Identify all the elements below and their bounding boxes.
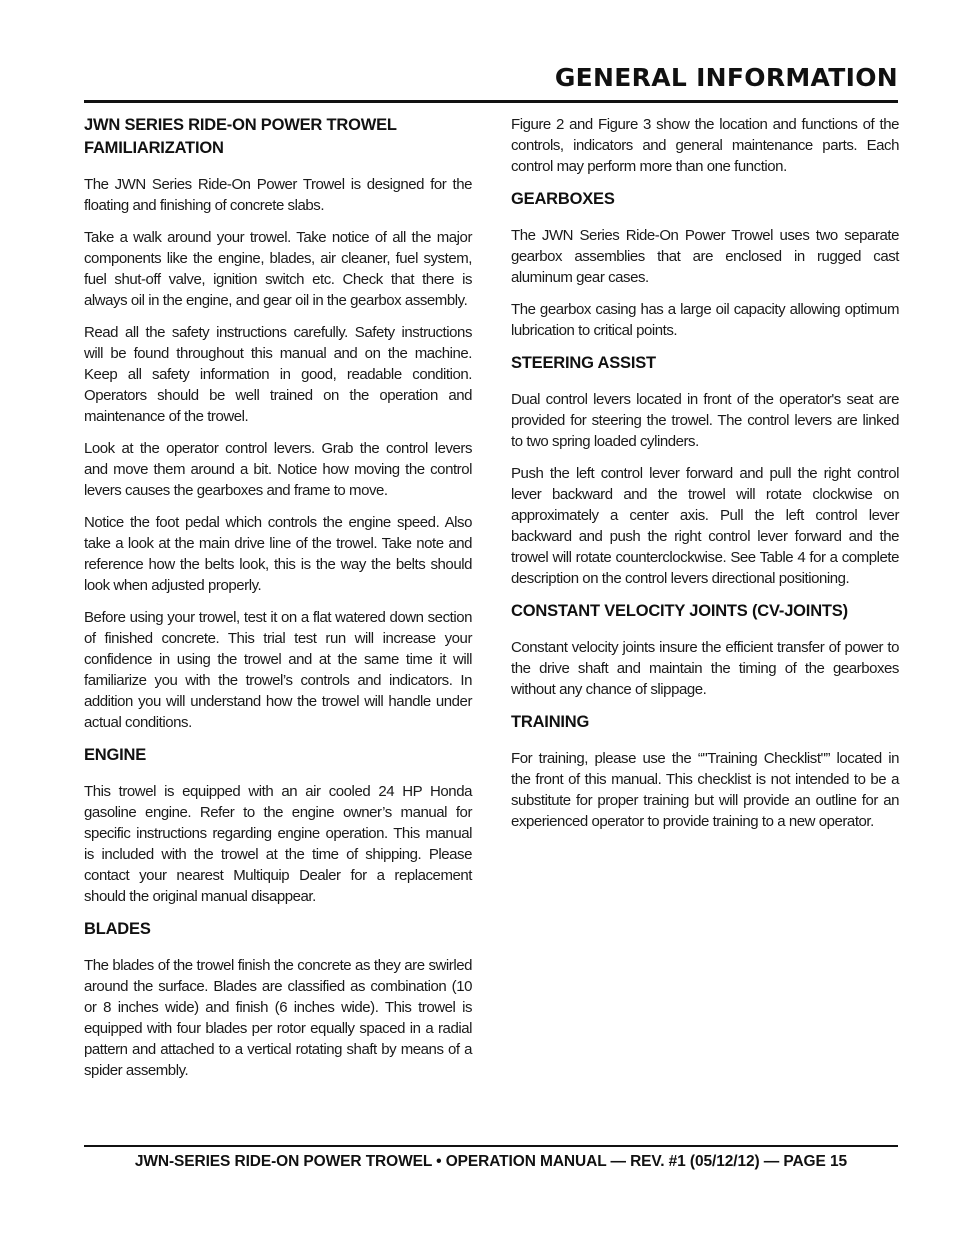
paragraph: For training, please use the “"Training Checklist"” located in the front of this manual. This checklist is not intended to be a substitute for proper training but will provide an outline for an experienced operator to provide training to a new operator. [511, 750, 899, 830]
section-heading: TRAINING [511, 713, 590, 731]
paragraph: Take a walk around your trowel. Take notice of all the major components like the engine, blades, air cleaner, fuel system, fuel shut-off valve, ignition switch etc. Check that there is always oil in the engine, and gear oil in the gearbox assembly. [84, 229, 472, 309]
section-familiarization [84, 114, 472, 733]
section-training [511, 711, 899, 832]
left-column [84, 114, 472, 1092]
section-blades [84, 918, 472, 1081]
section-heading: BLADES [84, 920, 151, 938]
paragraph: The gearbox casing has a large oil capacity allowing optimum lubrication to critical points. [511, 301, 899, 339]
paragraph: Constant velocity joints insure the efficient transfer of power to the drive shaft and maintain the timing of the gearboxes without any chance of slippage. [511, 639, 899, 698]
section-gearboxes [511, 188, 899, 341]
paragraph: The JWN Series Ride-On Power Trowel uses two separate gearbox assemblies that are enclosed in rugged cast aluminum gear cases. [511, 227, 899, 286]
paragraph: Push the left control lever forward and pull the right control lever backward and the trowel will rotate clockwise on approximately a center axis. Pull the left control lever backward and push the right control lever forward and the trowel will rotate counterclockwise. See Table 4 for a complete description on the control levers directional positioning. [511, 465, 899, 587]
page-title: GENERAL INFORMATION [554, 63, 898, 92]
right-column [511, 114, 899, 843]
section-heading: JWN SERIES RIDE-ON POWER TROWEL FAMILIARIZATION [84, 116, 397, 157]
intro-paragraph: Figure 2 and Figure 3 show the location and functions of the controls, indicators and general maintenance parts. Each control may perform more than one function. [511, 116, 899, 175]
paragraph: The JWN Series Ride-On Power Trowel is designed for the floating and finishing of concrete slabs. [84, 176, 472, 214]
section-steering-assist [511, 352, 899, 589]
page-footer: JWN-SERIES RIDE-ON POWER TROWEL • OPERATION MANUAL — REV. #1 (05/12/12) — PAGE 15 [134, 1153, 847, 1170]
section-cv-joints [511, 600, 899, 700]
section-heading: CONSTANT VELOCITY JOINTS (CV-JOINTS) [511, 602, 848, 620]
paragraph: Dual control levers located in front of the operator's seat are provided for steering the trowel. The control levers are linked to two spring loaded cylinders. [511, 391, 899, 450]
header-divider [84, 100, 898, 103]
footer-divider [84, 1145, 898, 1147]
paragraph: This trowel is equipped with an air cooled 24 HP Honda gasoline engine. Refer to the engine owner’s manual for specific instructions regarding engine operation. This manual is included with the trowel at the time of shipping. Please contact your nearest Multiquip Dealer for a replacement should the original manual disappear. [84, 783, 472, 905]
paragraph: Before using your trowel, test it on a flat watered down section of finished concrete. This trial test run will increase your confidence in using the trowel and at the same time it will familiarize you with the trowel’s controls and indicators. In addition you will understand how the trowel will handle under actual conditions. [84, 609, 472, 731]
section-heading: ENGINE [84, 746, 147, 764]
paragraph: Notice the foot pedal which controls the engine speed. Also take a look at the main drive line of the trowel. Take note and reference how the belts look, this is the way the belts should look when adjusted properly. [84, 514, 472, 594]
section-heading: GEARBOXES [511, 190, 615, 208]
paragraph: Look at the operator control levers. Grab the control levers and move them around a bit. Notice how moving the control levers causes the gearboxes and frame to move. [84, 440, 472, 499]
paragraph: The blades of the trowel finish the concrete as they are swirled around the surface. Blades are classified as combination (10 or 8 inches wide) and finish (6 inches wide). This trowel is equipped with four blades per rotor equally spaced in a radial pattern and attached to a vertical rotating shaft by means of a spider assembly. [84, 957, 472, 1079]
section-engine [84, 744, 472, 907]
section-heading: STEERING ASSIST [511, 354, 656, 372]
paragraph: Read all the safety instructions carefully. Safety instructions will be found throughout this manual and on the machine. Keep all safety information in good, readable condition. Operators should be well trained on the operation and maintenance of the trowel. [84, 324, 472, 425]
